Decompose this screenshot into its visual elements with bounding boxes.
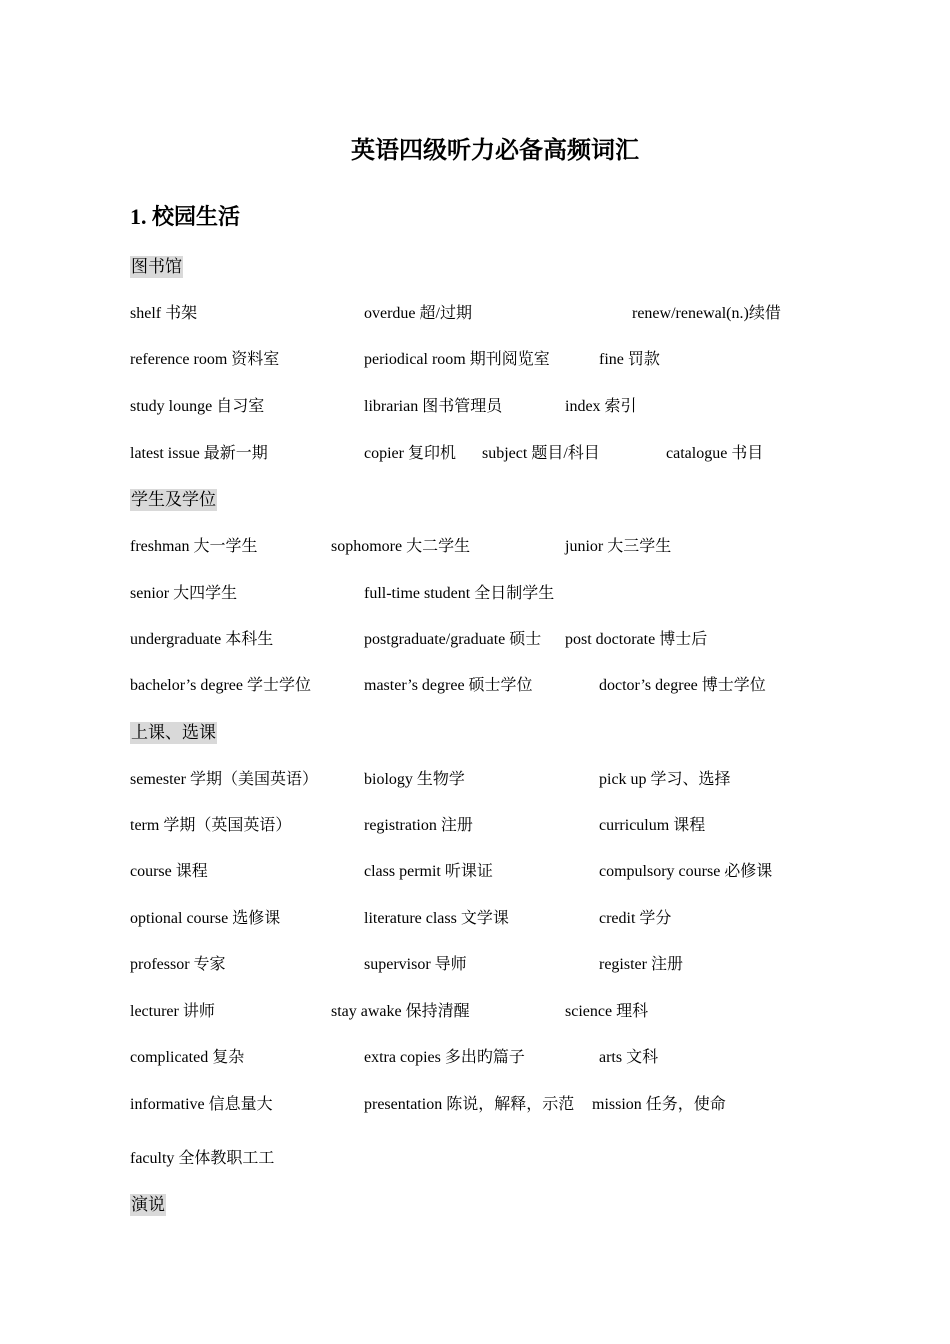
section-heading: 1. 校园生活 [130,204,241,229]
category-library: 图书馆 [131,257,182,276]
vocab-item: mission 任务，使命 [592,1096,726,1113]
vocab-item: literature class 文学课 [364,910,509,927]
vocab-item: catalogue 书目 [666,445,764,462]
vocab-item: curriculum 课程 [599,817,706,834]
document-title: 英语四级听力必备高频词汇 [351,138,639,164]
vocab-item: shelf 书架 [130,305,198,322]
category-classes: 上课、选课 [131,723,216,742]
vocab-item: postgraduate/graduate 硕士 [364,631,542,648]
vocab-item: freshman 大一学生 [130,538,258,555]
vocab-item: arts 文科 [599,1049,659,1066]
vocab-item: complicated 复杂 [130,1049,245,1066]
vocab-item: class permit 听课证 [364,863,493,880]
vocab-item: post doctorate 博士后 [565,631,708,648]
vocab-item: reference room 资料室 [130,351,280,368]
vocab-item: periodical room 期刊阅览室 [364,351,550,368]
vocab-item: presentation 陈说，解释，示范 [364,1096,575,1113]
vocab-item: sophomore 大二学生 [331,538,471,555]
vocab-item: extra copies 多出旳篇子 [364,1049,525,1066]
category-speech: 演说 [131,1195,165,1214]
vocab-item: subject 题目/科目 [482,445,600,462]
vocab-item: latest issue 最新一期 [130,445,268,462]
vocab-item: librarian 图书管理员 [364,398,503,415]
vocab-item: pick up 学习、选择 [599,771,731,788]
vocab-item: professor 专家 [130,956,226,973]
vocab-item: bachelor’s degree 学士学位 [130,677,311,694]
vocab-item: master’s degree 硕士学位 [364,677,533,694]
vocab-item: science 理科 [565,1003,649,1020]
vocab-item: study lounge 自习室 [130,398,265,415]
vocab-item: semester 学期（美国英语） [130,771,318,788]
vocab-item: term 学期（英国英语） [130,817,292,834]
vocab-item: registration 注册 [364,817,473,834]
vocab-item: informative 信息量大 [130,1096,273,1113]
vocab-item: compulsory course 必修课 [599,863,773,880]
vocab-item: supervisor 导师 [364,956,467,973]
vocab-item: undergraduate 本科生 [130,631,274,648]
vocab-item: lecturer 讲师 [130,1003,215,1020]
vocab-item: renew/renewal(n.)续借 [632,305,781,322]
vocab-item: stay awake 保持清醒 [331,1003,470,1020]
vocab-item: senior 大四学生 [130,585,238,602]
vocab-item: copier 复印机 [364,445,456,462]
vocab-item: doctor’s degree 博士学位 [599,677,766,694]
vocab-item: overdue 超/过期 [364,305,472,322]
vocab-item: biology 生物学 [364,771,465,788]
category-students: 学生及学位 [131,490,216,509]
vocab-item: index 索引 [565,398,637,415]
vocab-item: fine 罚款 [599,351,660,368]
vocab-item: full-time student 全日制学生 [364,585,555,602]
vocab-item: register 注册 [599,956,683,973]
vocab-item: credit 学分 [599,910,672,927]
vocab-item: faculty 全体教职工工 [130,1150,275,1167]
vocab-item: junior 大三学生 [565,538,672,555]
vocab-item: course 课程 [130,863,208,880]
vocab-item: optional course 选修课 [130,910,281,927]
